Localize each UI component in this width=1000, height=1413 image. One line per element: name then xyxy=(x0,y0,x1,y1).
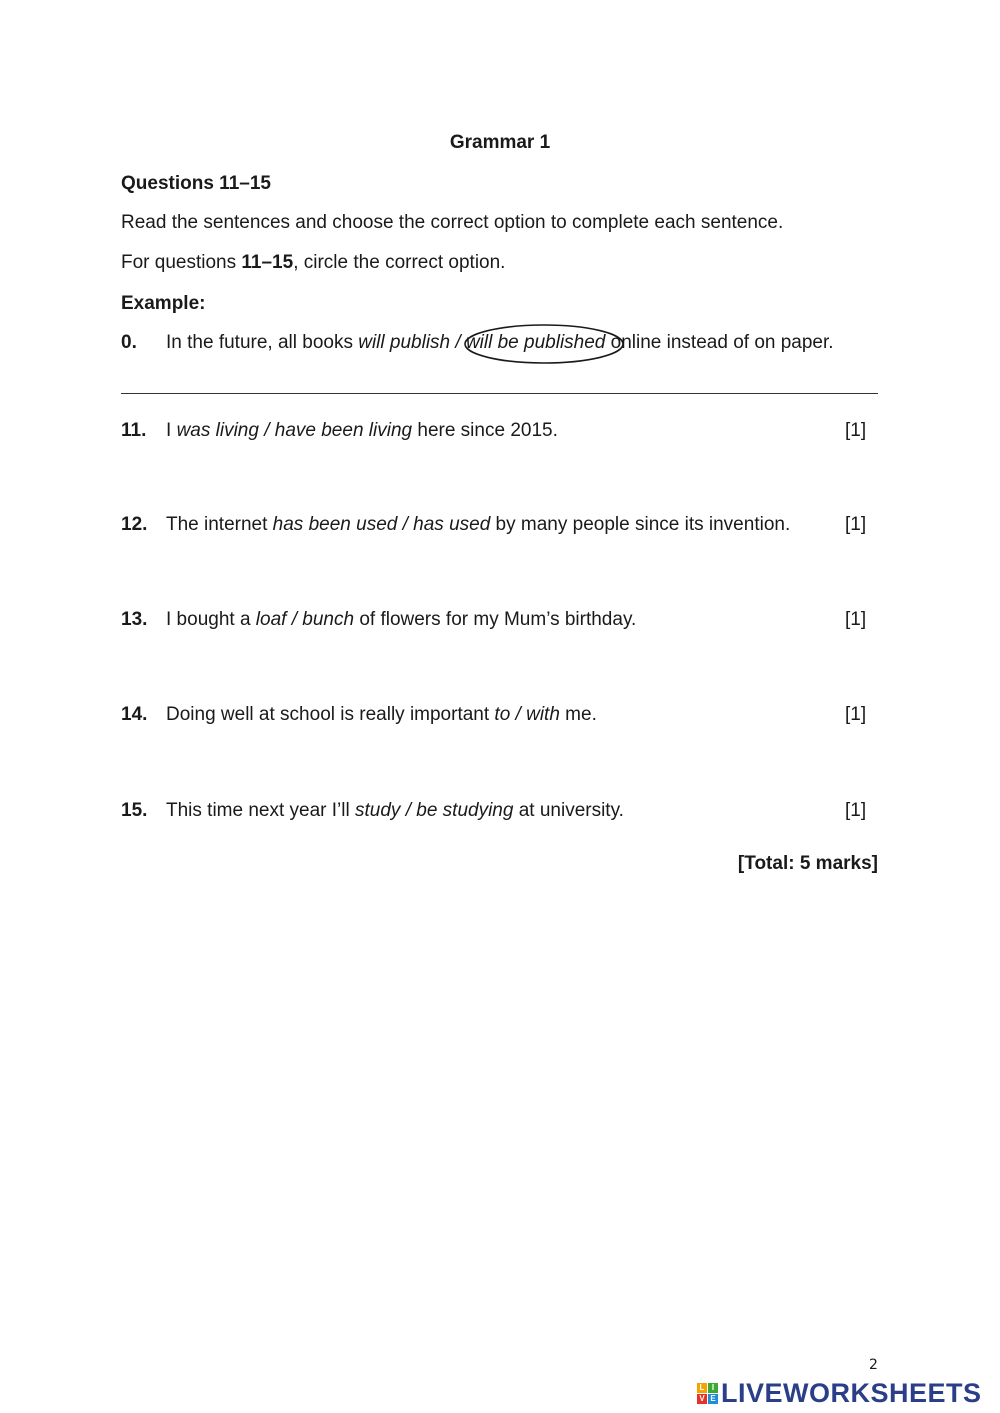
question-mark: [1] xyxy=(845,514,867,535)
logo-tile: E xyxy=(708,1394,718,1404)
example-pre: In the future, all books xyxy=(166,332,359,353)
example-label: Example: xyxy=(121,293,206,314)
question-pre: I bought a xyxy=(166,609,256,630)
question-mark: [1] xyxy=(845,609,867,630)
question-number: 13. xyxy=(121,609,148,630)
question-mark: [1] xyxy=(845,800,867,821)
logo-tile: I xyxy=(708,1383,718,1393)
question-sentence xyxy=(166,609,636,631)
question-sentence xyxy=(166,420,558,442)
page-title: Grammar 1 xyxy=(449,132,551,153)
example-number: 0. xyxy=(121,332,137,353)
instruction-read: Read the sentences and choose the correct option to complete each sentence. xyxy=(121,212,784,233)
logo-tiles-icon xyxy=(697,1383,719,1405)
question-pre: I xyxy=(166,420,177,441)
example-option-b: will be published xyxy=(465,332,606,353)
example-post: online instead of on paper. xyxy=(610,332,834,353)
question-mark: [1] xyxy=(845,704,867,725)
question-options[interactable]: loaf / bunch xyxy=(255,609,355,630)
example-circled-answer xyxy=(466,332,605,354)
question-options[interactable]: to / with xyxy=(494,704,560,725)
question-post: at university. xyxy=(513,800,624,821)
question-options[interactable]: was living / have been living xyxy=(176,420,413,441)
section-heading: Questions 11–15 xyxy=(121,173,271,194)
logo-text: LIVEWORKSHEETS xyxy=(721,1378,982,1408)
answer-circle-icon xyxy=(458,321,630,367)
question-pre: The internet xyxy=(166,514,273,535)
question-mark: [1] xyxy=(845,420,867,441)
question-sentence xyxy=(166,800,624,822)
liveworksheets-logo[interactable] xyxy=(697,1378,982,1409)
instruction-post: , circle the correct option. xyxy=(293,252,506,273)
question-post: here since 2015. xyxy=(412,420,558,441)
question-sentence xyxy=(166,704,597,726)
question-post: of flowers for my Mum’s birthday. xyxy=(354,609,637,630)
question-pre: Doing well at school is really important xyxy=(166,704,495,725)
logo-tile: L xyxy=(697,1383,707,1393)
instruction-circle xyxy=(121,252,505,274)
question-sentence xyxy=(166,514,790,536)
total-marks: [Total: 5 marks] xyxy=(737,853,878,874)
page-number: 2 xyxy=(869,1357,878,1373)
question-options[interactable]: has been used / has used xyxy=(272,514,491,535)
question-number: 11. xyxy=(121,420,147,441)
instruction-range: 11–15 xyxy=(241,252,294,273)
instruction-pre: For questions xyxy=(121,252,242,273)
divider xyxy=(121,393,878,394)
question-number: 14. xyxy=(121,704,148,725)
example-sentence xyxy=(166,332,834,354)
logo-tile: V xyxy=(697,1394,707,1404)
question-number: 15. xyxy=(121,800,148,821)
example-option-a: will publish / xyxy=(358,332,461,353)
question-options[interactable]: study / be studying xyxy=(355,800,514,821)
question-number: 12. xyxy=(121,514,148,535)
question-post: by many people since its invention. xyxy=(490,514,791,535)
question-post: me. xyxy=(559,704,597,725)
question-pre: This time next year I’ll xyxy=(166,800,355,821)
